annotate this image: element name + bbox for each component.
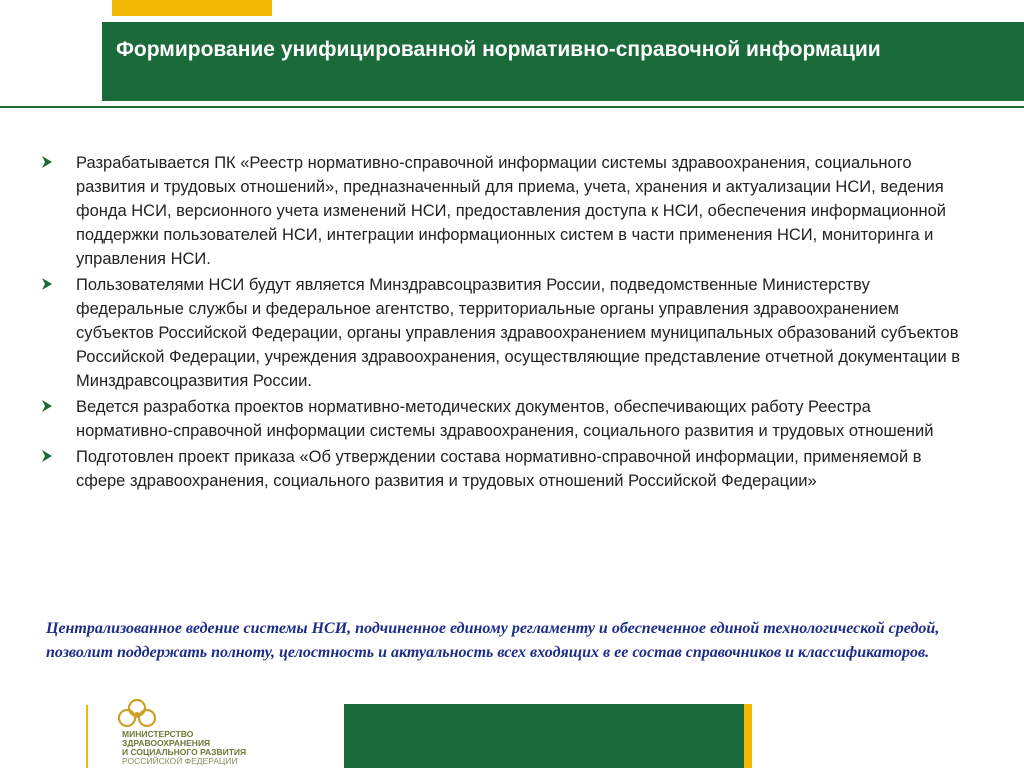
footer-yellow-strip <box>744 704 752 768</box>
arrow-bullet-icon <box>40 155 54 169</box>
bullet-text: Разрабатывается ПК «Реестр нормативно-справочной информации системы здравоохранения, социального развития и трудовых отношений», предназначенный для приема, учета, хранения и актуализации НСИ, ведения фонда НСИ, версионного учета изменений НСИ, предоставления доступа к НСИ, обеспечения информационной поддержки пользователей НСИ, интеграции информационных систем в части применения НСИ, мониторинга и управления НСИ. <box>76 154 946 268</box>
bullet-text: Подготовлен проект приказа «Об утверждении состава нормативно-справочной информации, применяемой в сфере здравоохранения, социального развития и трудовых отношений Российской Федерации» <box>76 448 922 490</box>
footer-green-block <box>344 704 744 768</box>
arrow-bullet-icon <box>40 449 54 463</box>
bullet-item-1 <box>40 151 970 271</box>
bullet-text: Ведется разработка проектов нормативно-методических документов, обеспечивающих работу Реестра нормативно-справочной информации системы здравоохранения, социального развития и трудовых отношений <box>76 398 934 440</box>
page-title: Формирование унифицированной нормативно-справочной информации <box>116 38 881 61</box>
bullet-item-2 <box>40 273 970 393</box>
bullet-text: Пользователями НСИ будут является Минздравсоцразвития России, подведомственные Министерству федеральные службы и федеральное агентство, территориальные органы управления здравоохранением субъектов Российской Федерации, органы управления здравоохранением муниципальных образований субъектов Российской Федерации, учреждения здравоохранения, осуществляющие представление отчетной документации в Минздравсоцразвития России. <box>76 276 961 390</box>
bullet-list <box>40 151 970 495</box>
header-divider <box>0 106 1024 108</box>
footer-accent-line <box>86 705 88 768</box>
logo-line-3: И СОЦИАЛЬНОГО РАЗВИТИЯ <box>122 747 247 757</box>
top-accent-bar <box>112 0 272 16</box>
title-bar <box>102 22 1024 101</box>
arrow-bullet-icon <box>40 277 54 291</box>
ministry-logo-text <box>122 730 322 766</box>
summary-note: Централизованное ведение системы НСИ, подчиненное единому регламенту и обеспеченное единой технологической средой, позволит поддержать полноту, целостность и актуальность всех входящих в ее состав справочников и классификаторов. <box>46 620 940 661</box>
bullet-item-3 <box>40 395 970 443</box>
logo-line-4: РОССИЙСКОЙ ФЕДЕРАЦИИ <box>122 756 238 766</box>
logo-line-1: МИНИСТЕРСТВО <box>122 729 194 739</box>
arrow-bullet-icon <box>40 399 54 413</box>
logo-line-2: ЗДРАВООХРАНЕНИЯ <box>122 738 211 748</box>
bullet-item-4 <box>40 445 970 493</box>
ministry-logo-icon <box>114 698 160 732</box>
